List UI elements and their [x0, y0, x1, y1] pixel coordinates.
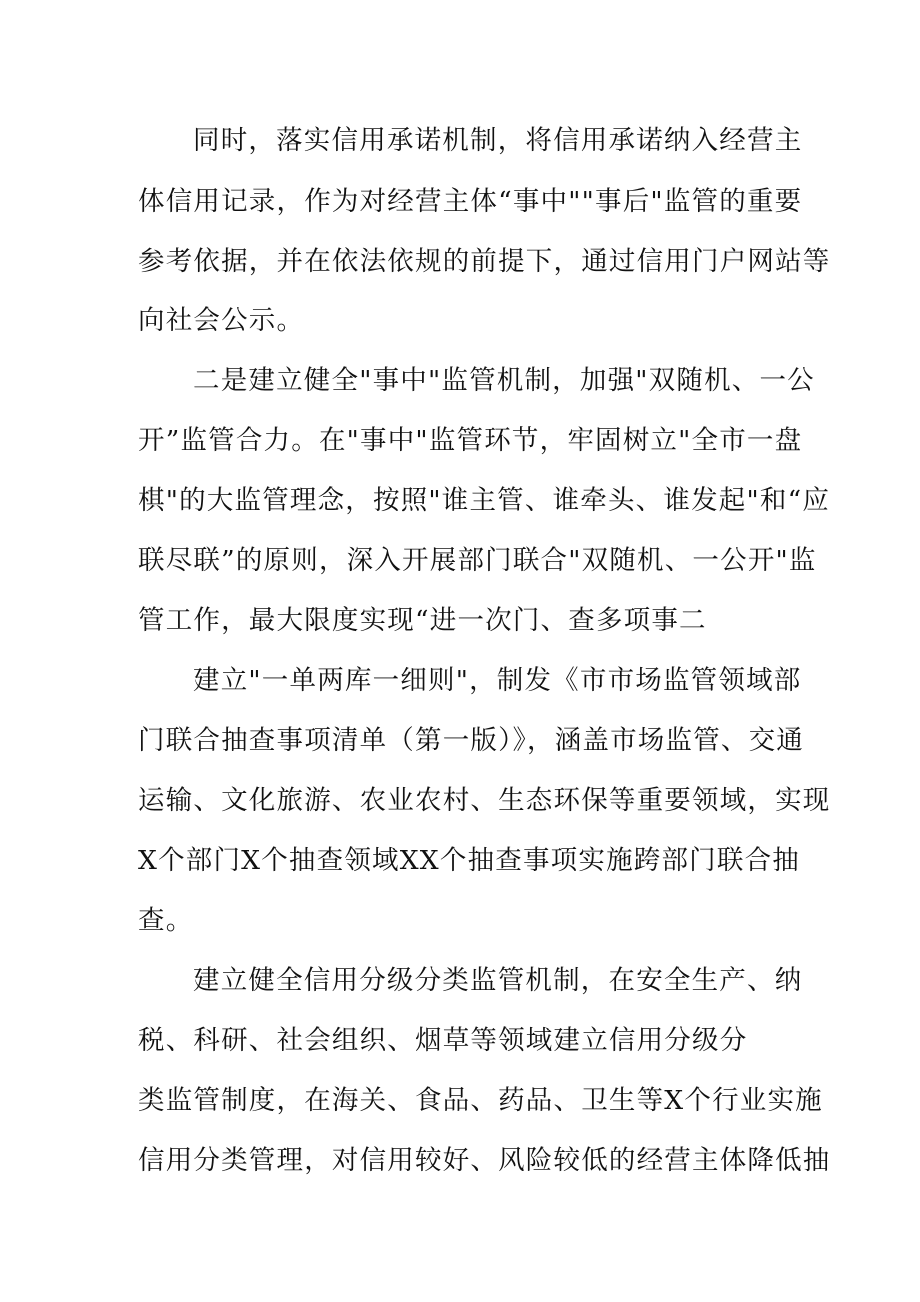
text-line: 税、科研、社会组织、烟草等领域建立信用分级分	[138, 1025, 748, 1056]
text-line: 建立"一单两库一细则"，制发《市市场监管领域部	[193, 665, 802, 696]
text-line: 二是建立健全"事中"监管机制，加强"双随机、一公	[193, 365, 815, 396]
text-line: 同时，落实信用承诺机制，将信用承诺纳入经营主	[193, 125, 803, 156]
text-line: 体信用记录，作为对经营主体“事中""事后"监管的重要	[138, 186, 803, 217]
text-line: 建立健全信用分级分类监管机制，在安全生产、纳	[193, 965, 803, 996]
text-line: 管工作，最大限度实现“进一次门、查多项事二	[138, 605, 707, 636]
text-line: 门联合抽查事项清单（第一版）》，涵盖市场监管、交通	[138, 725, 804, 756]
text-line: 向社会公示。	[138, 305, 305, 336]
text-line: 开”监管合力。在"事中"监管环节，牢固树立"全市一盘	[138, 425, 803, 456]
text-line: 棋"的大监管理念，按照"谁主管、谁牵头、谁发起"和“应	[138, 485, 831, 516]
text-line: X个部门X个抽查领域XX个抽查事项实施跨部门联合抽	[138, 845, 800, 876]
text-line: 信用分类管理，对信用较好、风险较低的经营主体降低抽	[138, 1145, 831, 1176]
text-line: 联尽联”的原则，深入开展部门联合"双随机、一公开"监	[138, 545, 817, 576]
text-line: 查。	[138, 905, 194, 936]
text-line: 运输、文化旅游、农业农村、生态环保等重要领域，实现	[138, 785, 831, 816]
text-line: 类监管制度，在海关、食品、药品、卫生等X个行业实施	[138, 1085, 823, 1116]
text-line: 参考依据，并在依法依规的前提下，通过信用门户网站等	[138, 246, 831, 277]
